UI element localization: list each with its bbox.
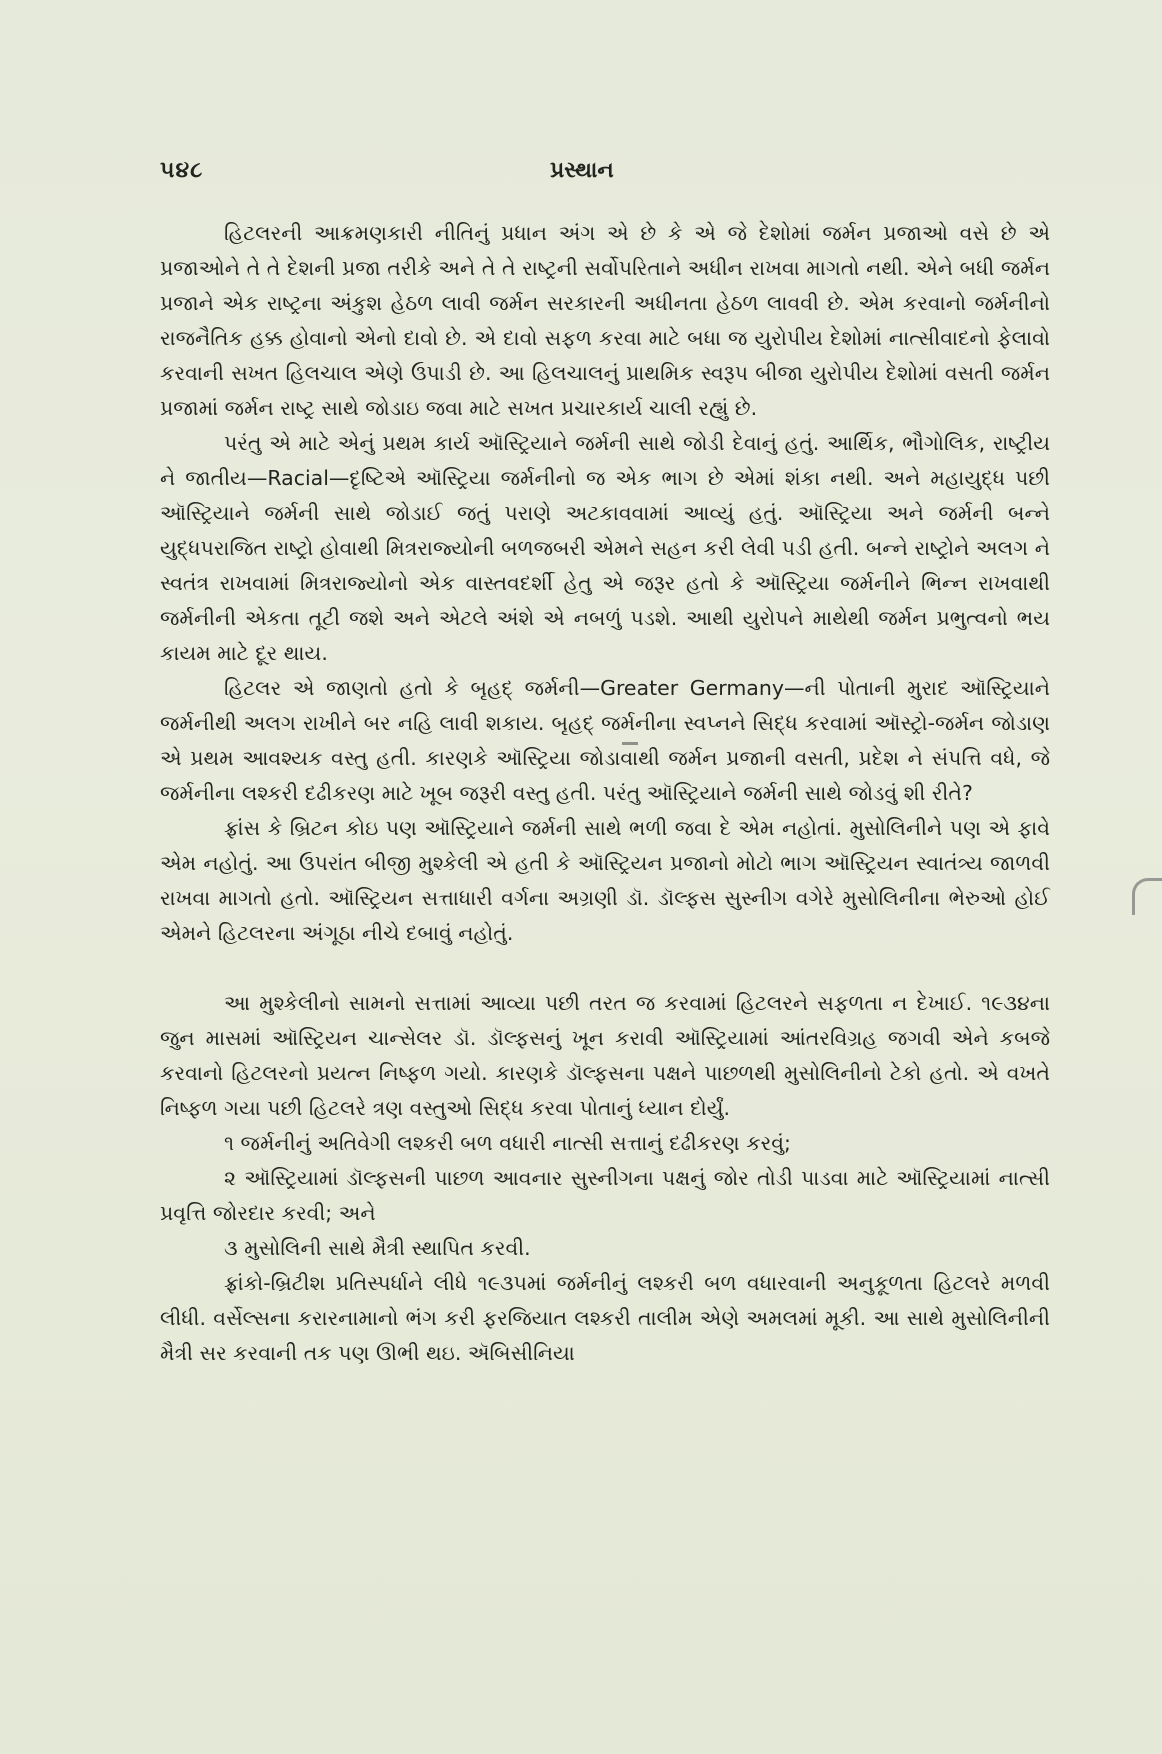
- page-header: [160, 158, 1050, 194]
- list-item-2: ૨ ઑસ્ટ્રિયામાં ડૉલ્ફસની પાછળ આવનાર સુસ્નીગના પક્ષનું જોર તોડી પાડવા માટે ઑસ્ટ્રિયામાં નાત્સી પ્રવૃત્તિ જોરદાર કરવી; અને: [160, 1166, 1050, 1225]
- paragraph-5: આ મુશ્કેલીનો સામનો સત્તામાં આવ્યા પછી તરત જ કરવામાં હિટલરને સફળતા ન દેખાઈ. ૧૯૩૪ના જુન માસમાં ઑસ્ટ્રિયન ચાન્સેલર ડૉ. ડૉલ્ફસનું ખૂન કરાવી ઑસ્ટ્રિયામાં આંતરવિગ્રહ જગવી એને કબજે કરવાનો હિટલરનો પ્રયત્ન નિષ્ફળ ગયો. કારણકે ડૉલ્ફસના પક્ષને પાછળથી મુસોલિનીનો ટેકો હતો. એ વખતે નિષ્ફળ ગયા પછી હિટલરે ત્રણ વસ્તુઓ સિદ્ધ કરવા પોતાનું ધ્યાન દોર્યું.: [160, 991, 1050, 1120]
- page-edge-curl: [1132, 878, 1162, 915]
- paragraph-2: પરંતુ એ માટે એનું પ્રથમ કાર્ય ઑસ્ટ્રિયાને જર્મની સાથે જોડી દેવાનું હતું. આર્થિક, ભૌગોલિક, રાષ્ટ્રીય ને જાતીય—Racial—દૃષ્ટિએ ઑસ્ટ્રિયા જર્મનીનો જ એક ભાગ છે એમાં શંકા નથી. અને મહાયુદ્ધ પછી ઑસ્ટ્રિયાને જર્મની સાથે જોડાઈ જતું પરાણે અટકાવવામાં આવ્યું હતું. ઑસ્ટ્રિયા અને જર્મની બન્ને યુદ્ધપરાજિત રાષ્ટ્રો હોવાથી મિત્રરાજ્યોની બળજબરી એમને સહન કરી લેવી પડી હતી. બન્ને રાષ્ટ્રોને અલગ ને સ્વતંત્ર રાખવામાં મિત્રરાજ્યોનો એક વાસ્તવદર્શી હેતુ એ જરૂર હતો કે ઑસ્ટ્રિયા જર્મનીને ભિન્ન રાખવાથી જર્મનીની એકતા તૂટી જશે અને એટલે અંશે એ નબળું પડશે. આથી યુરોપને માથેથી જર્મન પ્રભુત્વનો ભય કાયમ માટે દૂર થાય.: [160, 431, 1050, 665]
- ink-dash-mark: [622, 742, 638, 745]
- page-number: ૫૪૮: [160, 158, 204, 183]
- body-text: [160, 216, 1050, 1371]
- paragraph-3: હિટલર એ જાણતો હતો કે બૃહદ્ જર્મની—Greater Germany—ની પોતાની મુરાદ ઑસ્ટ્રિયાને જર્મનીથી અલગ રાખીને બર નહિ લાવી શકાય. બૃહદ્ જર્મનીના સ્વપ્નને સિદ્ધ કરવામાં ઑસ્ટ્રો-જર્મન જોડાણ એ પ્રથમ આવશ્યક વસ્તુ હતી. કારણકે ઑસ્ટ્રિયા જોડાવાથી જર્મન પ્રજાની વસતી, પ્રદેશ ને સંપત્તિ વધે, જે જર્મનીના લશ્કરી દઢીકરણ માટે ખૂબ જરૂરી વસ્તુ હતી. પરંતુ ઑસ્ટ્રિયાને જર્મની સાથે જોડવું શી રીતે?: [160, 676, 1050, 805]
- list-item-1: ૧ જર્મનીનું અતિવેગી લશ્કરી બળ વધારી નાત્સી સત્તાનું દઢીકરણ કરવું;: [224, 1131, 791, 1155]
- paragraph-6: ફ્રાંકો-બ્રિટીશ પ્રતિસ્પર્ધાને લીધે ૧૯૩૫માં જર્મનીનું લશ્કરી બળ વધારવાની અનુકૂળતા હિટલરે મળવી લીધી. વર્સેલ્સના કરારનામાનો ભંગ કરી ફરજિયાત લશ્કરી તાલીમ એણે અમલમાં મૂકી. આ સાથે મુસોલિનીની મૈત્રી સર કરવાની તક પણ ઊભી થઇ. ઍબિસીનિયા: [160, 1271, 1050, 1365]
- running-title: પ્રસ્થાન: [550, 158, 614, 183]
- list-item-3: ૩ મુસોલિની સાથે મૈત્રી સ્થાપિત કરવી.: [224, 1236, 531, 1260]
- paragraph-4: ફ્રાંસ કે બ્રિટન કોઇ પણ ઑસ્ટ્રિયાને જર્મની સાથે ભળી જવા દે એમ નહોતાં. મુસોલિનીને પણ એ ફાવે એમ નહોતું. આ ઉપરાંત બીજી મુશ્કેલી એ હતી કે ઑસ્ટ્રિયન પ્રજાનો મોટો ભાગ ઑસ્ટ્રિયન સ્વાતંત્ર્ય જાળવી રાખવા માગતો હતો. ઑસ્ટ્રિયન સત્તાધારી વર્ગના અગ્રણી ડૉ. ડૉલ્ફસ સુસ્નીગ વગેરે મુસોલિનીના ભેરુઓ હોઈ એમને હિટલરના અંગૂઠા નીચે દબાવું નહોતું.: [160, 816, 1050, 945]
- paragraph-1: હિટલરની આક્રમણકારી નીતિનું પ્રધાન અંગ એ છે કે એ જે દેશોમાં જર્મન પ્રજાઓ વસે છે એ પ્રજાઓને તે તે દેશની પ્રજા તરીકે અને તે તે રાષ્ટ્રની સર્વોપરિતાને અધીન રાખવા માગતો નથી. એને બધી જર્મન પ્રજાને એક રાષ્ટ્રના અંકુશ હેઠળ લાવી જર્મન સરકારની અધીનતા હેઠળ લાવવી છે. એમ કરવાનો જર્મનીનો રાજનૈતિક હક્ક હોવાનો એનો દાવો છે. એ દાવો સફળ કરવા માટે બધા જ યુરોપીય દેશોમાં નાત્સીવાદનો ફેલાવો કરવાની સખત હિલચાલ એણે ઉપાડી છે. આ હિલચાલનું પ્રાથમિક સ્વરૂપ બીજા યુરોપીય દેશોમાં વસતી જર્મન પ્રજામાં જર્મન રાષ્ટ્ર સાથે જોડાઇ જવા માટે સખત પ્રચારકાર્ય ચાલી રહ્યું છે.: [160, 221, 1050, 420]
